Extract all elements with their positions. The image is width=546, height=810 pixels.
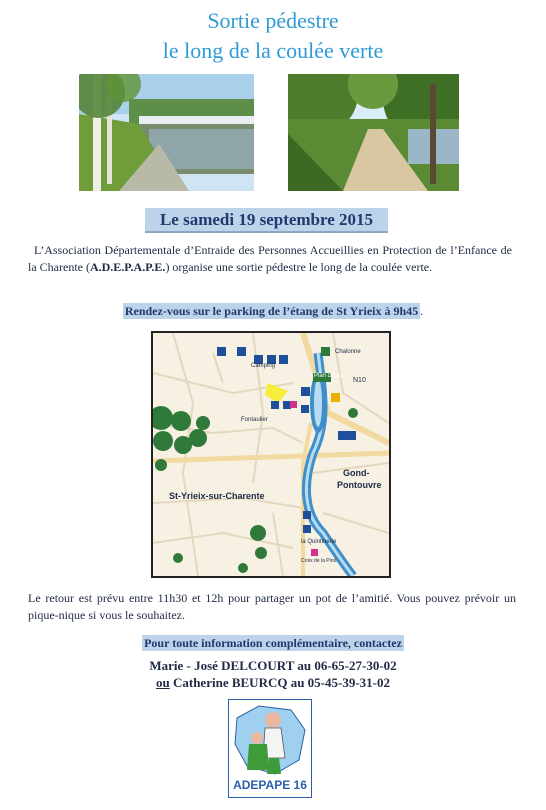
meeting-banner: Rendez-vous sur le parking de l’étang de St Yrieix à 9h45 xyxy=(124,304,419,318)
map-label-camping: Camping xyxy=(251,363,276,369)
contact-line-2-rest: Catherine BEURCQ au 05-45-39-31-02 xyxy=(169,675,390,690)
info-banner: Pour toute information complémentaire, contactez xyxy=(144,636,402,650)
riverside-path-photo xyxy=(288,74,459,191)
map-label-fontaulier: Fontaulier xyxy=(241,417,268,423)
info-line xyxy=(0,636,546,651)
map-label-gond-1: Gond- xyxy=(343,468,370,478)
map-label-gond-2: Pontouvre xyxy=(337,480,382,490)
logo-graphic xyxy=(229,700,311,778)
contact-line-2-prefix: ou xyxy=(156,675,170,690)
page-title-line1: Sortie pédestre xyxy=(207,8,339,33)
date-banner-text: Le samedi 19 septembre 2015 xyxy=(159,210,374,229)
intro-acronym: A.D.E.P.A.P.E. xyxy=(89,260,166,274)
page-title-line2: le long de la coulée verte xyxy=(162,38,384,63)
adepape-logo xyxy=(228,699,312,798)
map-label-croix: Croix de la Pirot xyxy=(301,558,337,564)
intro-paragraph xyxy=(28,242,512,276)
area-map xyxy=(151,331,391,578)
intro-part2: ) organise une sortie pédestre le long de la coulée verte. xyxy=(165,260,433,274)
map-label-plan-eau: Plan d'Eau xyxy=(314,373,343,379)
map-label-n10: N10 xyxy=(353,377,366,384)
meeting-trail: . xyxy=(420,304,424,318)
map-graphic xyxy=(153,333,389,576)
map-label-quintinerie: la Quintinerie xyxy=(301,539,337,545)
intro-part1: L’Association Départementale d’Entraide des Personnes Accueillies en Protection de l’Enfance de la Charente ( xyxy=(28,243,512,274)
contact-line-1: Marie - José DELCOURT au 06-65-27-30-02 xyxy=(149,658,397,673)
meeting-line xyxy=(0,304,546,319)
map-label-chalonne: Chalonne xyxy=(335,349,361,355)
weir-river-photo xyxy=(79,74,254,191)
map-label-st-yrieix: St-Yrieix-sur-Charente xyxy=(169,491,265,501)
date-banner xyxy=(145,208,388,233)
logo-text: ADEPAPE 16 xyxy=(233,778,307,792)
contact-line-2 xyxy=(0,675,546,691)
return-paragraph: Le retour est prévu entre 11h30 et 12h pour partager un pot de l’amitié. Vous pouvez prévoir un pique-nique si vous le souhaitez. xyxy=(28,591,516,622)
